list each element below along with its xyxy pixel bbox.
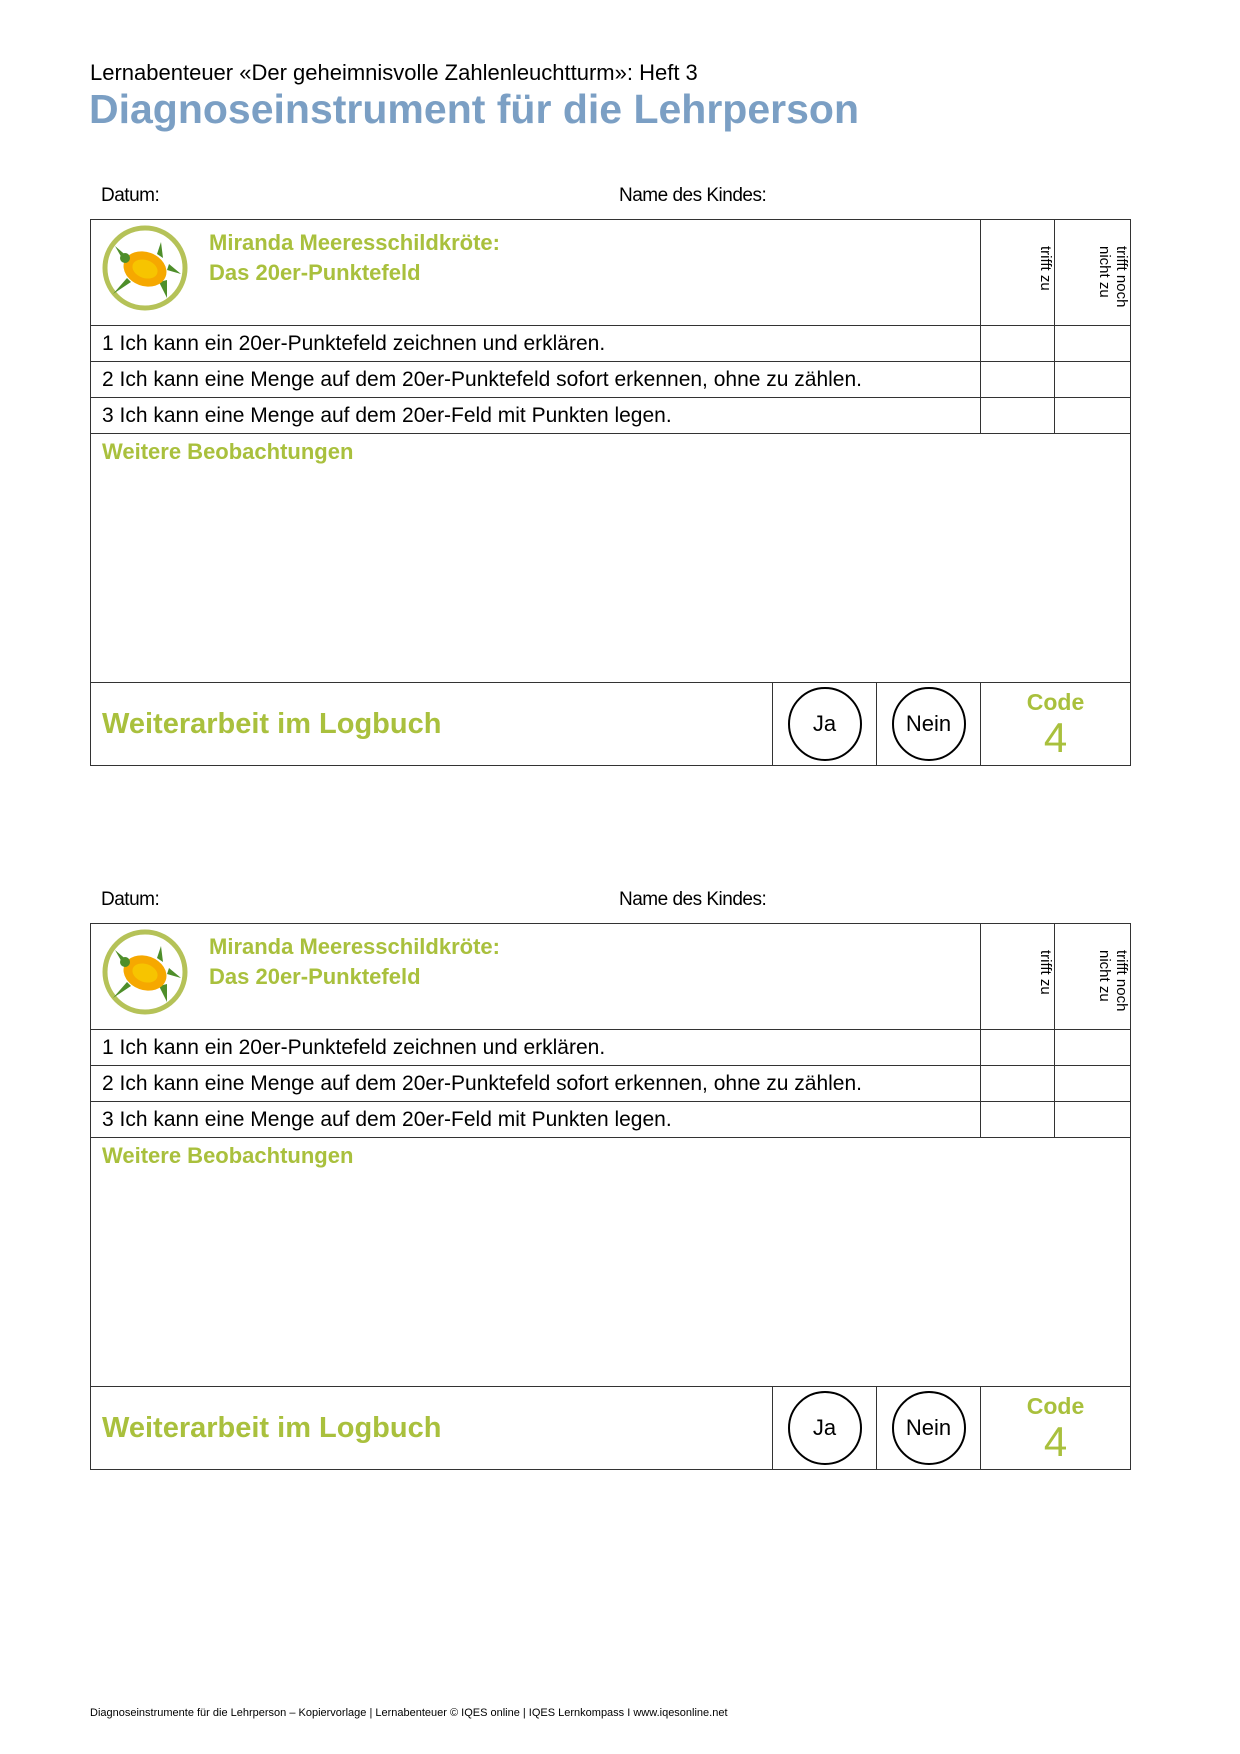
document-subtitle: Lernabenteuer «Der geheimnisvolle Zahlenleuchtturm»: Heft 3 bbox=[90, 60, 698, 85]
logbook-label: Weiterarbeit im Logbuch bbox=[91, 683, 773, 766]
yes-option[interactable]: Ja bbox=[788, 1391, 862, 1465]
assessment-table bbox=[90, 923, 1131, 1470]
code-cell bbox=[981, 1387, 1131, 1470]
no-option[interactable]: Nein bbox=[892, 687, 966, 761]
table-row bbox=[91, 1066, 1131, 1102]
no-cell bbox=[877, 683, 981, 766]
criterion-text: 2 Ich kann eine Menge auf dem 20er-Punktefeld sofort erkennen, ohne zu zählen. bbox=[91, 1066, 981, 1102]
topic-character: Miranda Meeresschildkröte: bbox=[209, 934, 500, 959]
logbook-label: Weiterarbeit im Logbuch bbox=[91, 1387, 773, 1470]
code-value: 4 bbox=[1043, 1417, 1068, 1465]
column-header-applies bbox=[981, 220, 1055, 326]
checkbox-applies[interactable] bbox=[981, 1066, 1055, 1102]
checkbox-not-yet[interactable] bbox=[1055, 1030, 1131, 1066]
turtle-logo-icon bbox=[101, 224, 189, 312]
topic-character: Miranda Meeresschildkröte: bbox=[209, 230, 500, 255]
child-name-label: Name des Kindes: bbox=[619, 889, 767, 910]
column-header-not-yet bbox=[1055, 220, 1131, 326]
criterion-text: 3 Ich kann eine Menge auf dem 20er-Feld mit Punkten legen. bbox=[91, 398, 981, 434]
table-row bbox=[91, 398, 1131, 434]
checkbox-applies[interactable] bbox=[981, 1102, 1055, 1138]
yes-cell bbox=[773, 683, 877, 766]
column-header-not-yet bbox=[1055, 924, 1131, 1030]
criterion-text: 1 Ich kann ein 20er-Punktefeld zeichnen und erklären. bbox=[91, 1030, 981, 1066]
col-label-line1: trifft noch bbox=[1113, 246, 1131, 308]
observations-field[interactable] bbox=[91, 1138, 1131, 1387]
checkbox-not-yet[interactable] bbox=[1055, 398, 1131, 434]
diagnosis-form bbox=[90, 185, 1130, 805]
checkbox-applies[interactable] bbox=[981, 398, 1055, 434]
code-label: Code bbox=[1026, 1392, 1085, 1419]
code-value: 4 bbox=[1043, 713, 1068, 761]
footer: Diagnoseinstrumente für die Lehrperson – Kopiervorlage | Lernabenteuer © IQES online | IQES Lernkompass I www.iqesonline.net bbox=[90, 1707, 728, 1719]
child-name-label: Name des Kindes: bbox=[619, 185, 767, 206]
turtle-logo-icon bbox=[101, 928, 189, 1016]
checkbox-not-yet[interactable] bbox=[1055, 326, 1131, 362]
table-row bbox=[91, 1030, 1131, 1066]
diagnosis-form bbox=[90, 889, 1130, 1509]
no-option[interactable]: Nein bbox=[892, 1391, 966, 1465]
topic-title: Das 20er-Punktefeld bbox=[209, 964, 421, 989]
code-cell bbox=[981, 683, 1131, 766]
checkbox-applies[interactable] bbox=[981, 362, 1055, 398]
topic-title: Das 20er-Punktefeld bbox=[209, 260, 421, 285]
col-label: trifft zu bbox=[1037, 246, 1055, 291]
assessment-table bbox=[90, 219, 1131, 766]
no-cell bbox=[877, 1387, 981, 1470]
column-header-applies bbox=[981, 924, 1055, 1030]
observations-label: Weitere Beobachtungen bbox=[102, 1143, 354, 1168]
code-label: Code bbox=[1026, 688, 1085, 715]
table-row bbox=[91, 326, 1131, 362]
criterion-text: 1 Ich kann ein 20er-Punktefeld zeichnen und erklären. bbox=[91, 326, 981, 362]
checkbox-not-yet[interactable] bbox=[1055, 362, 1131, 398]
checkbox-applies[interactable] bbox=[981, 1030, 1055, 1066]
criterion-text: 3 Ich kann eine Menge auf dem 20er-Feld mit Punkten legen. bbox=[91, 1102, 981, 1138]
page-title: Diagnoseinstrument für die Lehrperson bbox=[89, 86, 859, 132]
checkbox-not-yet[interactable] bbox=[1055, 1102, 1131, 1138]
col-label-line2: nicht zu bbox=[1096, 950, 1114, 1002]
yes-cell bbox=[773, 1387, 877, 1470]
date-label: Datum: bbox=[101, 889, 160, 910]
checkbox-not-yet[interactable] bbox=[1055, 1066, 1131, 1102]
observations-label: Weitere Beobachtungen bbox=[102, 439, 354, 464]
col-label-line2: nicht zu bbox=[1096, 246, 1114, 298]
table-row bbox=[91, 1102, 1131, 1138]
observations-field[interactable] bbox=[91, 434, 1131, 683]
checkbox-applies[interactable] bbox=[981, 326, 1055, 362]
table-row bbox=[91, 362, 1131, 398]
yes-option[interactable]: Ja bbox=[788, 687, 862, 761]
topic-header bbox=[91, 924, 981, 1030]
date-label: Datum: bbox=[101, 185, 160, 206]
criterion-text: 2 Ich kann eine Menge auf dem 20er-Punktefeld sofort erkennen, ohne zu zählen. bbox=[91, 362, 981, 398]
col-label: trifft zu bbox=[1037, 950, 1055, 995]
topic-header bbox=[91, 220, 981, 326]
col-label-line1: trifft noch bbox=[1113, 950, 1131, 1012]
